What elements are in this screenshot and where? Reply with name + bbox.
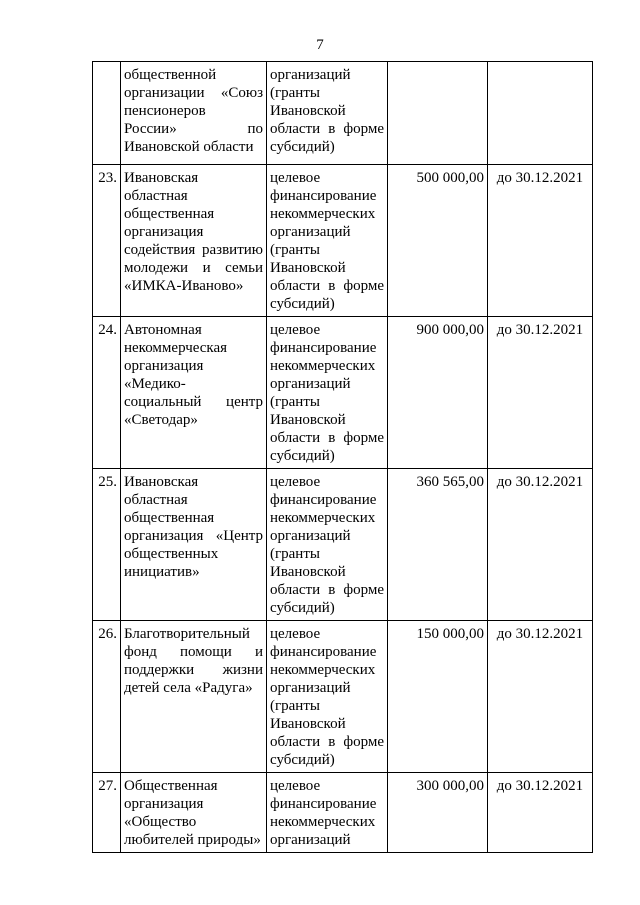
- grant-purpose-line: организаций: [270, 67, 351, 83]
- grant-amount: [388, 62, 488, 165]
- organization-name-line: областная: [124, 492, 188, 508]
- table-row: [93, 469, 593, 621]
- grant-purpose: [267, 469, 388, 621]
- grant-purpose-line: субсидий): [270, 600, 335, 616]
- grant-purpose-line: некоммерческих: [270, 814, 376, 830]
- grant-purpose-line: (гранты: [270, 546, 320, 562]
- grant-purpose-line: субсидий): [270, 752, 335, 768]
- grant-purpose-line: Ивановской: [270, 103, 346, 119]
- organization-name-line: общественная: [124, 510, 215, 526]
- grant-purpose-line: области в форме: [270, 582, 384, 598]
- grant-purpose-line: целевое: [270, 626, 321, 642]
- grant-purpose-line: финансирование: [270, 644, 377, 660]
- organization-name: [121, 317, 267, 469]
- organization-name-line: инициатив»: [124, 564, 200, 580]
- organization-name-line: организация: [124, 796, 204, 812]
- grant-deadline: до 30.12.2021: [488, 773, 593, 853]
- organization-name-line: «ИМКА-Иваново»: [124, 278, 244, 294]
- grant-purpose-line: целевое: [270, 474, 321, 490]
- grant-purpose-line: (гранты: [270, 698, 320, 714]
- organization-name-line: общественной: [124, 67, 217, 83]
- grant-purpose-line: организаций: [270, 528, 351, 544]
- organization-name-line: любителей природы»: [124, 832, 261, 848]
- row-number: 25.: [93, 469, 121, 621]
- grant-deadline: до 30.12.2021: [488, 621, 593, 773]
- table-row: [93, 62, 593, 165]
- grant-purpose-line: некоммерческих: [270, 206, 376, 222]
- grant-purpose-line: Ивановской: [270, 716, 346, 732]
- organization-name-line: «Светодар»: [124, 412, 198, 428]
- grant-purpose-line: области в форме: [270, 278, 384, 294]
- grant-purpose-line: финансирование: [270, 492, 377, 508]
- organization-name: [121, 469, 267, 621]
- grant-deadline: [488, 62, 593, 165]
- organization-name: [121, 621, 267, 773]
- organization-name-line: организация: [124, 224, 204, 240]
- grant-amount: 360 565,00: [388, 469, 488, 621]
- grant-purpose-line: Ивановской: [270, 412, 346, 428]
- grant-deadline: до 30.12.2021: [488, 165, 593, 317]
- grant-purpose-line: некоммерческих: [270, 510, 376, 526]
- table-row: [93, 621, 593, 773]
- grant-purpose-line: субсидий): [270, 448, 335, 464]
- grant-deadline: до 30.12.2021: [488, 469, 593, 621]
- grant-purpose-line: организаций: [270, 680, 351, 696]
- organization-name-line: поддержки жизни: [124, 662, 263, 678]
- grant-purpose-line: организаций: [270, 224, 351, 240]
- grant-purpose-line: организаций: [270, 376, 351, 392]
- organization-name-line: организация «Центр: [124, 528, 263, 544]
- grants-table-body: [93, 62, 593, 853]
- grant-purpose-line: области в форме: [270, 734, 384, 750]
- organization-name: [121, 773, 267, 853]
- grant-purpose-line: финансирование: [270, 340, 377, 356]
- organization-name-line: Автономная: [124, 322, 202, 338]
- organization-name-line: социальный центр: [124, 394, 263, 410]
- grant-purpose-line: субсидий): [270, 139, 335, 155]
- row-number: 23.: [93, 165, 121, 317]
- grant-purpose: [267, 165, 388, 317]
- grant-amount: 500 000,00: [388, 165, 488, 317]
- organization-name-line: некоммерческая: [124, 340, 228, 356]
- grant-purpose-line: области в форме: [270, 430, 384, 446]
- organization-name-line: организации «Союз: [124, 85, 263, 101]
- organization-name-line: пенсионеров: [124, 103, 206, 119]
- table-row: [93, 317, 593, 469]
- grant-purpose-line: организаций: [270, 832, 351, 848]
- grant-purpose-line: некоммерческих: [270, 662, 376, 678]
- grant-purpose-line: финансирование: [270, 188, 377, 204]
- page-number: 7: [316, 37, 324, 53]
- organization-name-line: «Медико-: [124, 376, 186, 392]
- grants-table: [92, 61, 593, 853]
- grant-purpose: [267, 621, 388, 773]
- grant-purpose-line: целевое: [270, 170, 321, 186]
- table-row: [93, 773, 593, 853]
- row-number: [93, 62, 121, 165]
- organization-name-line: организация: [124, 358, 204, 374]
- grant-purpose-line: области в форме: [270, 121, 384, 137]
- organization-name: [121, 62, 267, 165]
- grant-purpose-line: некоммерческих: [270, 358, 376, 374]
- row-number: 27.: [93, 773, 121, 853]
- grant-purpose-line: (гранты: [270, 242, 320, 258]
- grant-amount: 150 000,00: [388, 621, 488, 773]
- organization-name-line: Общественная: [124, 778, 218, 794]
- grant-amount: 300 000,00: [388, 773, 488, 853]
- organization-name-line: молодежи и семьи: [124, 260, 263, 276]
- organization-name-line: фонд помощи и: [124, 644, 263, 660]
- organization-name-line: общественная: [124, 206, 215, 222]
- organization-name-line: Ивановская: [124, 170, 199, 186]
- organization-name-line: Ивановская: [124, 474, 199, 490]
- grant-purpose: [267, 317, 388, 469]
- grant-purpose-line: целевое: [270, 322, 321, 338]
- organization-name-line: Ивановской области: [124, 139, 254, 155]
- grant-purpose-line: финансирование: [270, 796, 377, 812]
- grant-deadline: до 30.12.2021: [488, 317, 593, 469]
- organization-name-line: областная: [124, 188, 188, 204]
- grant-purpose-line: Ивановской: [270, 564, 346, 580]
- grant-purpose-line: целевое: [270, 778, 321, 794]
- organization-name-line: детей села «Радуга»: [124, 680, 253, 696]
- grant-purpose: [267, 773, 388, 853]
- grant-purpose-line: Ивановской: [270, 260, 346, 276]
- organization-name: [121, 165, 267, 317]
- table-row: [93, 165, 593, 317]
- grant-purpose: [267, 62, 388, 165]
- row-number: 24.: [93, 317, 121, 469]
- grant-purpose-line: (гранты: [270, 85, 320, 101]
- grant-purpose-line: (гранты: [270, 394, 320, 410]
- organization-name-line: «Общество: [124, 814, 197, 830]
- row-number: 26.: [93, 621, 121, 773]
- grant-purpose-line: субсидий): [270, 296, 335, 312]
- organization-name-line: Благотворительный: [124, 626, 250, 642]
- organization-name-line: России» по: [124, 121, 263, 137]
- organization-name-line: содействия развитию: [124, 242, 263, 258]
- organization-name-line: общественных: [124, 546, 219, 562]
- grant-amount: 900 000,00: [388, 317, 488, 469]
